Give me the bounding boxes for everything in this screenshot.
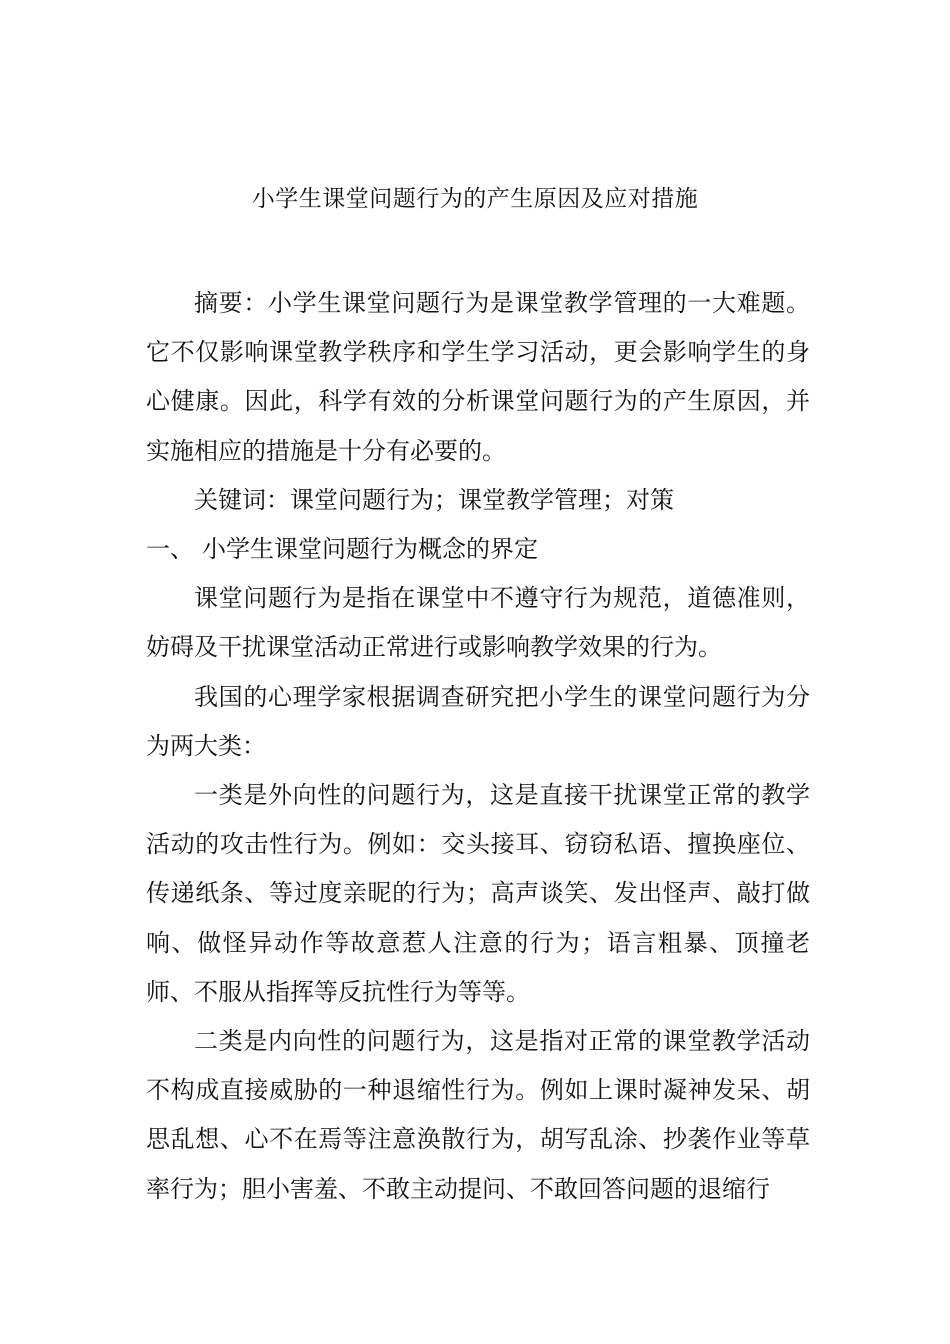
document-body [146,279,810,1214]
abstract-paragraph: 摘要：小学生课堂问题行为是课堂教学管理的一大难题。它不仅影响课堂教学秩序和学生学习活动，更会影响学生的身心健康。因此，科学有效的分析课堂问题行为的产生原因，并实施相应的措施是十分有必要的。 [146,289,810,465]
keywords-line: 关键词：课堂问题行为；课堂教学管理；对策 [194,485,674,514]
body-paragraph-1: 课堂问题行为是指在课堂中不遵守行为规范，道德准则，妨碍及干扰课堂活动正常进行或影响教学效果的行为。 [146,584,810,662]
document-title: 小学生课堂问题行为的产生原因及应对措施 [251,186,699,212]
body-paragraph-3: 一类是外向性的问题行为，这是直接干扰课堂正常的教学活动的攻击性行为。例如：交头接耳、窃窃私语、擅换座位、传递纸条、等过度亲昵的行为；高声谈笑、发出怪声、敲打做响、做怪异动作等故意惹人注意的行为；语言粗暴、顶撞老师、不服从指挥等反抗性行为等等。 [146,781,810,1006]
body-paragraph-4: 二类是内向性的问题行为，这是指对正常的课堂教学活动不构成直接威胁的一种退缩性行为。例如上课时凝神发呆、胡思乱想、心不在焉等注意涣散行为，胡写乱涂、抄袭作业等草率行为；胆小害羞、不敢主动提问、不敢回答问题的退缩行 [146,1027,810,1203]
section-heading-text: 小学生课堂问题行为概念的界定 [202,535,538,564]
section-number: 一、 [146,535,194,564]
body-paragraph-2: 我国的心理学家根据调查研究把小学生的课堂问题行为分为两大类： [146,682,810,760]
section-heading [146,525,810,574]
